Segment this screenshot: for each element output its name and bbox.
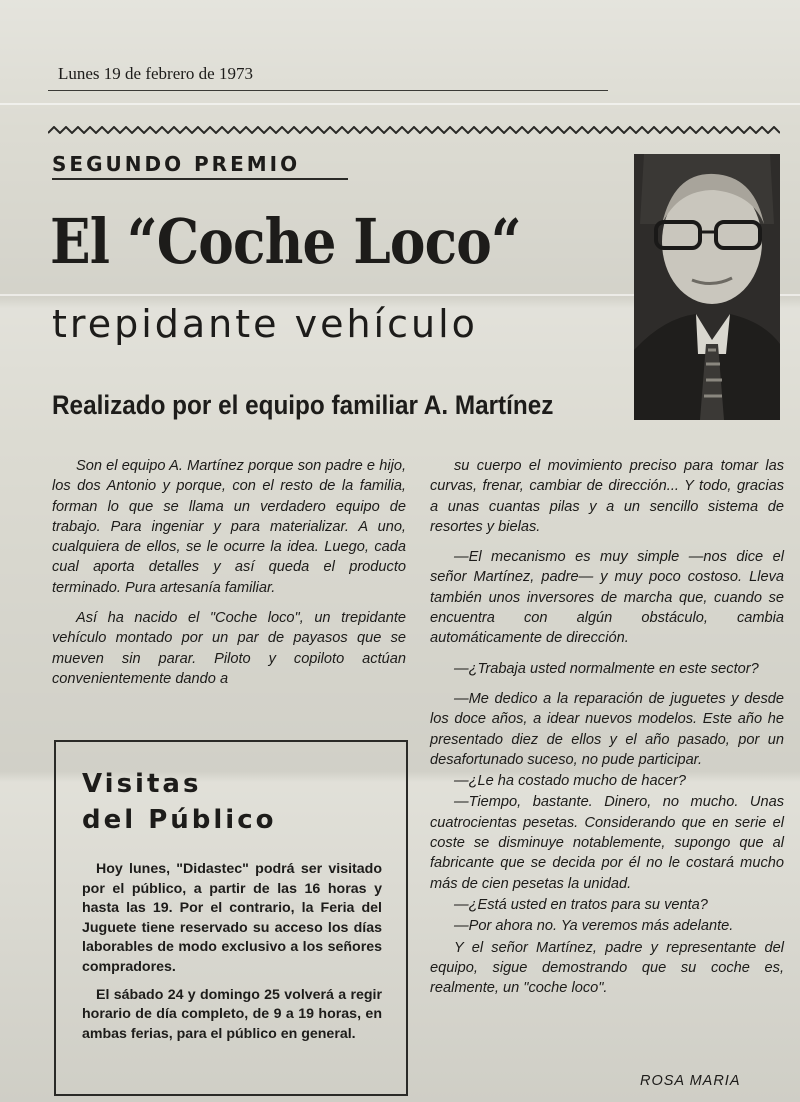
portrait-image [634, 154, 780, 420]
article-paragraph: Son el equipo A. Martínez porque son padre e hijo, los dos Antonio y porque, con el resto de la familia, forman lo que se llama un verdadero equipo de trabajo. Para ingeniar y para materializar. A uno, cualquiera de ellos, se le ocurre la idea. Luego, cada cual aporta detalles y así queda el producto terminado. Pura artesanía familiar. [52, 458, 406, 596]
headline: El “Coche Loco“ [50, 205, 521, 278]
box-title [82, 766, 382, 838]
issue-date: Lunes 19 de febrero de 1973 [58, 64, 253, 83]
article-column-right [430, 456, 784, 999]
section-label: SEGUNDO PREMIO [52, 152, 348, 180]
subheadline: trepidante vehículo [52, 302, 478, 346]
article-column-left [52, 456, 406, 699]
article-paragraph: Así ha nacido el "Coche loco", un trepidante vehículo montado por un par de payasos que se mueven sin parar. Piloto y copiloto actúan convenientemente dando a [52, 610, 406, 687]
date-rule [48, 90, 608, 91]
article-paragraph: —¿Le ha costado mucho de hacer? [454, 773, 687, 790]
box-title-line: Visitas [82, 769, 202, 799]
article-paragraph: —¿Trabaja usted normalmente en este sector? [454, 660, 759, 677]
box-paragraph: Hoy lunes, "Didastec" podrá ser visitado por el público, a partir de las 16 horas y hasta las 19. Por el contrario, la Feria del Juguete tiene reservado su acceso los días laborables de modo exclusivo a los señores compradores. [82, 861, 382, 975]
article-paragraph: Y el señor Martínez, padre y representante del equipo, sigue demostrando que su coche es, realmente, un "coche loco". [430, 939, 784, 997]
article-paragraph: —El mecanismo es muy simple —nos dice el señor Martínez, padre— y muy poco costoso. Lleva también unos inversores de marcha que, cuando se encuentra con algún obstáculo, cambia automáticamente de dirección. [430, 549, 784, 647]
box-title-line: del Público [82, 805, 277, 835]
article-paragraph: —Me dedico a la reparación de juguetes y desde los doce años, a idear nuevos modelos. Este año he presentado diez de ellos y el año pasado, por un desafortunado suceso, no pude participar. [430, 690, 784, 768]
fold-crease [0, 103, 800, 105]
decorative-zigzag-rule [48, 126, 780, 134]
box-paragraph: El sábado 24 y domingo 25 volverá a regir horario de día completo, de 9 a 19 horas, en ambas ferias, para el público en general. [82, 986, 382, 1042]
article-paragraph: —¿Está usted en tratos para su venta? [454, 896, 708, 913]
portrait-photo [634, 154, 780, 420]
deck-line: Realizado por el equipo familiar A. Martínez [52, 390, 554, 420]
visits-sidebar-box [54, 740, 408, 1096]
box-body [82, 860, 382, 1052]
article-paragraph: su cuerpo el movimiento preciso para tomar las curvas, frenar, cambiar de dirección... Y todo, gracias a unas cuantas pilas y a un sencillo sistema de resortes y bielas. [430, 458, 784, 535]
article-paragraph: —Por ahora no. Ya veremos más adelante. [454, 918, 734, 935]
author-byline: ROSA MARIA [640, 1073, 741, 1089]
article-paragraph: —Tiempo, bastante. Dinero, no mucho. Unas cuatrocientas pesetas. Considerando que en serie el coste se disminuye notablemente, supongo que al fabricante que se decida por él no le costará mucho más de cien pesetas la unidad. [430, 794, 784, 892]
